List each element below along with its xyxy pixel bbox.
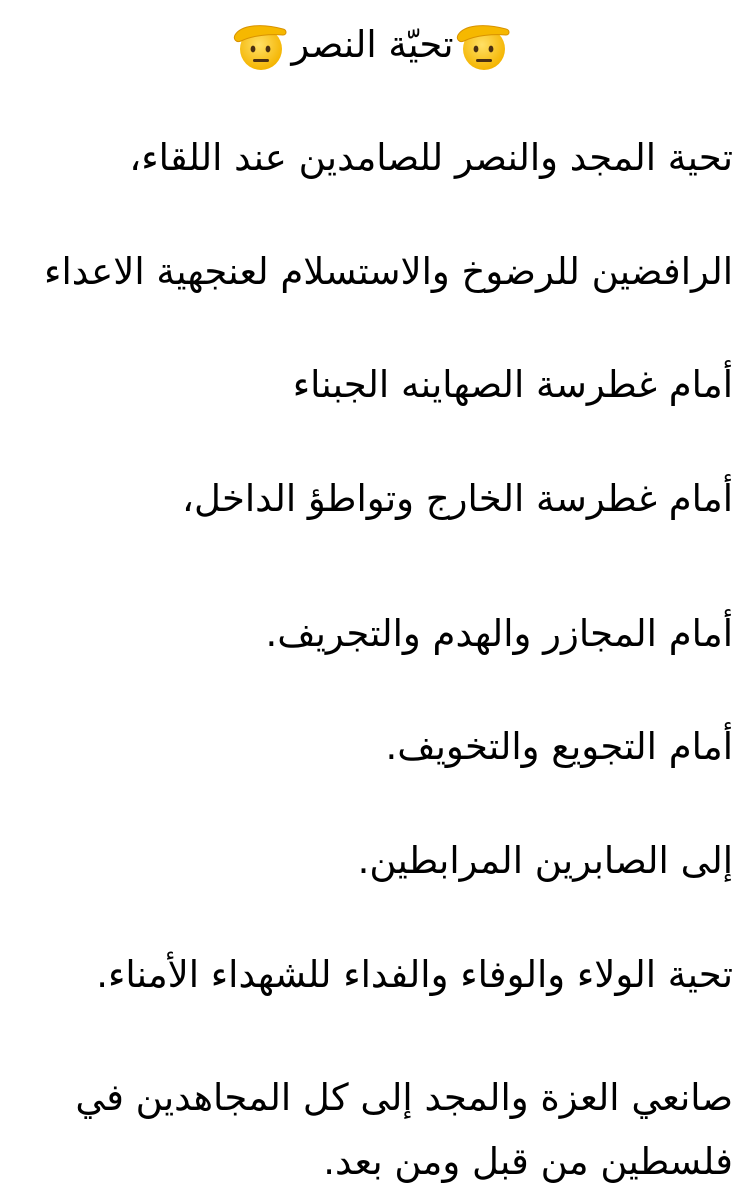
text-line: إلى الصابرين المرابطين. xyxy=(357,839,733,882)
saluting-face-icon xyxy=(231,17,291,73)
text-line: تحية الولاء والوفاء والفداء للشهداء الأمناء. xyxy=(96,953,733,996)
text-line: الرافضين للرضوخ والاستسلام لعنجهية الاعداء xyxy=(44,250,733,293)
page-title: تحيّة النصر xyxy=(291,23,454,66)
text-line: تحية المجد والنصر للصامدين عند اللقاء، xyxy=(129,136,733,179)
text-line: أمام غطرسة الخارج وتواطؤ الداخل، xyxy=(182,477,733,520)
text-line: أمام التجويع والتخويف. xyxy=(385,725,733,768)
text-paragraph: صانعي العزة والمجد إلى كل المجاهدين في فلسطين من قبل ومن بعد. xyxy=(75,1076,733,1183)
text-line: أمام غطرسة الصهاينه الجبناء xyxy=(292,363,733,406)
saluting-face-icon xyxy=(454,17,514,73)
text-line: أمام المجازر والهدم والتجريف. xyxy=(265,612,733,655)
title-row xyxy=(0,10,745,80)
